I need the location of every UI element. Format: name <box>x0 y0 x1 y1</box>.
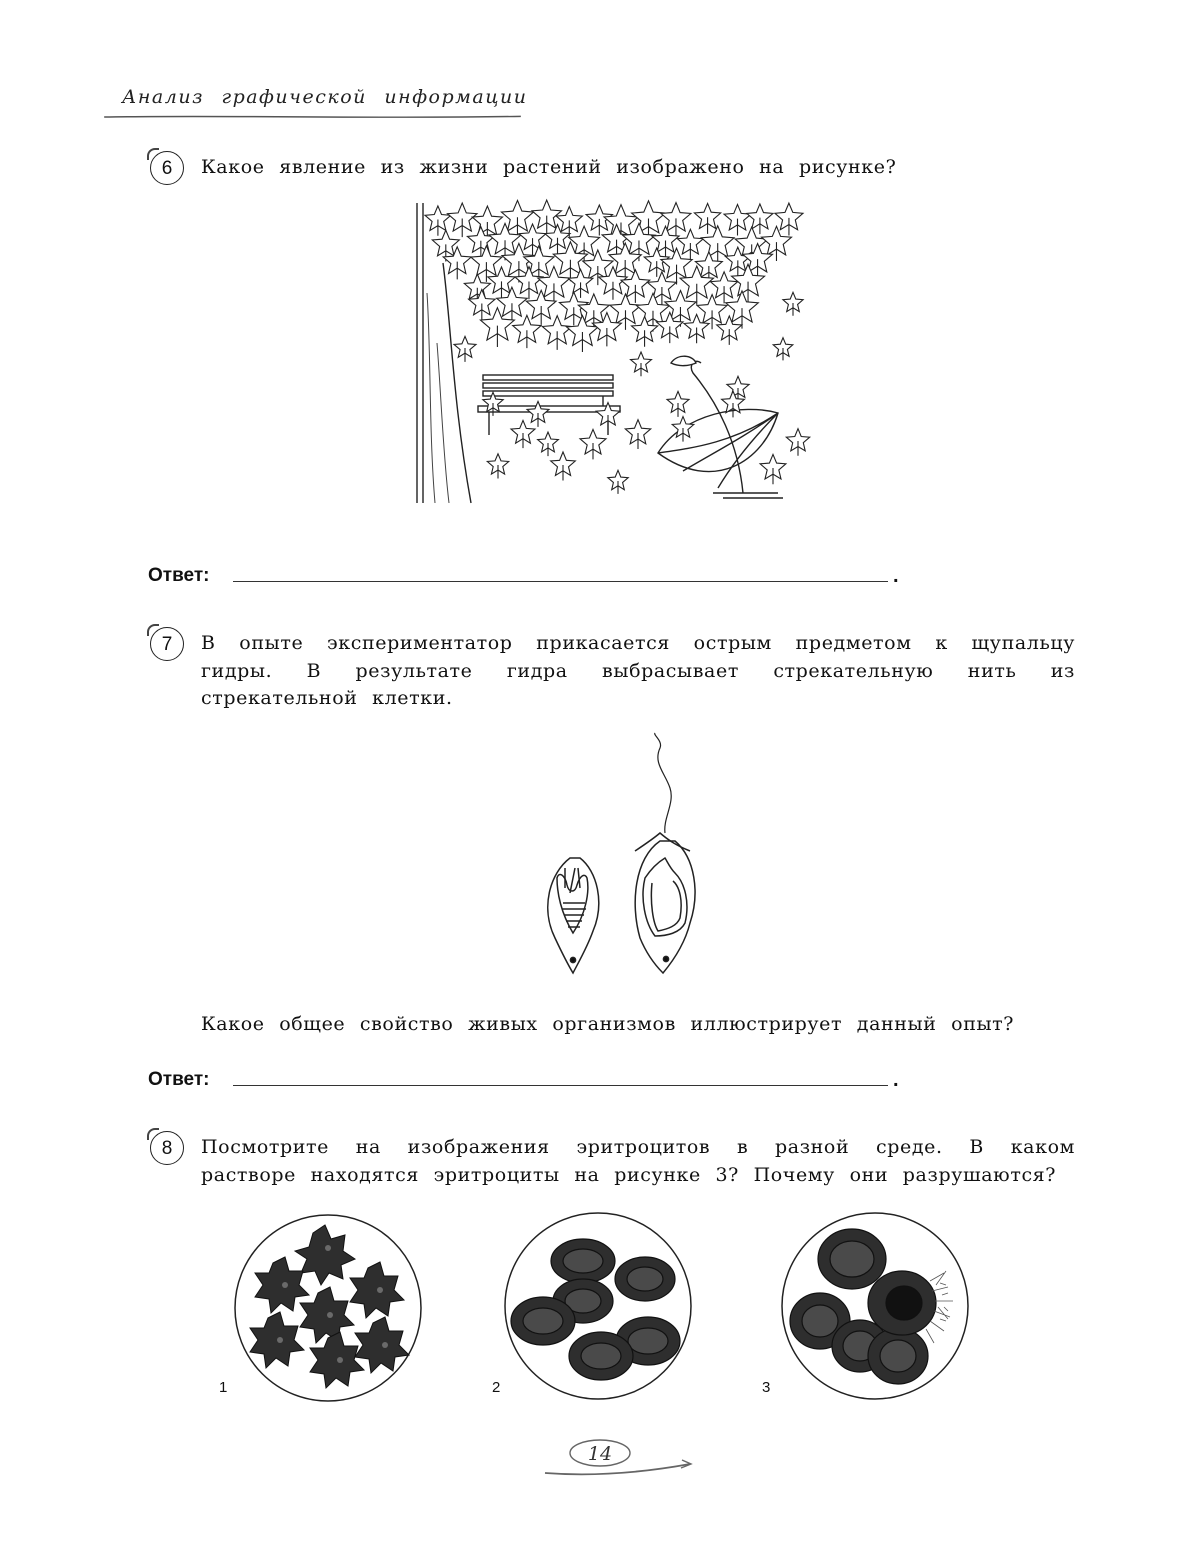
maple-leaf-icon <box>786 429 809 456</box>
maple-leaf-icon <box>448 203 478 237</box>
answer-period: . <box>893 1069 899 1091</box>
autumn-leaf-fall-illustration <box>413 203 811 503</box>
page-number: 14 <box>587 1443 613 1465</box>
maple-leaf-icon <box>773 338 793 361</box>
maple-leaf-icon <box>513 315 541 348</box>
erythrocytes-isotonic-figure <box>503 1211 693 1401</box>
question-number-badge: 6 <box>150 151 184 185</box>
maple-leaf-icon <box>724 204 751 235</box>
figure-label-1: 1 <box>219 1379 228 1396</box>
answer-input-line-7[interactable] <box>233 1085 888 1086</box>
question-number-badge: 7 <box>150 627 184 661</box>
answer-input-line-6[interactable] <box>233 581 888 582</box>
maple-leaf-icon <box>677 229 703 259</box>
maple-leaf-icon <box>487 454 508 479</box>
header-rule <box>0 115 625 119</box>
maple-leaf-icon <box>454 336 476 361</box>
maple-leaf-icon <box>511 420 535 448</box>
answer-period: . <box>893 565 899 587</box>
figure-label-2: 2 <box>492 1379 501 1396</box>
maple-leaf-icon <box>775 203 803 235</box>
erythrocytes-hypotonic-figure <box>780 1211 970 1401</box>
maple-leaf-icon <box>551 452 576 481</box>
maple-leaf-icon <box>538 432 559 456</box>
maple-leaf-icon <box>608 470 628 494</box>
answer-label: Ответ: <box>148 1069 210 1090</box>
maple-leaf-icon <box>425 206 451 236</box>
question-number-badge: 8 <box>150 1131 184 1165</box>
question-7-text: В опыте экспериментатор прикасается острым предметом к щупальцу гидры. В результате гидра выбрасывает стрекательную нить из стрекательной клетки. <box>201 632 1075 709</box>
question-8-text: Посмотрите на изображения эритроцитов в разной среде. В каком растворе находятся эритроциты на рисунке 3? Почему они разрушаются? <box>201 1136 1075 1186</box>
maple-leaf-icon <box>783 292 803 315</box>
running-header-title: Анализ графической информации <box>122 86 528 108</box>
maple-leaf-icon <box>625 420 650 449</box>
question-7-followup: Какое общее свойство живых организмов иллюстрирует данный опыт? <box>201 1013 1015 1035</box>
answer-label: Ответ: <box>148 565 210 586</box>
maple-leaf-icon <box>632 317 658 347</box>
figure-label-3: 3 <box>762 1379 771 1396</box>
maple-leaf-icon <box>667 391 689 417</box>
maple-leaf-icon <box>542 316 572 350</box>
maple-leaf-icon <box>580 429 606 459</box>
maple-leaf-icon <box>760 454 786 484</box>
maple-leaf-icon <box>631 352 652 376</box>
hydra-stinging-cell-illustration <box>535 733 705 983</box>
maple-leaf-icon <box>480 308 514 347</box>
question-6-text: Какое явление из жизни растений изображено на рисунке? <box>201 156 897 178</box>
maple-leaf-icon <box>526 290 556 325</box>
erythrocytes-hypertonic-figure <box>233 1213 423 1403</box>
maple-leaf-icon <box>527 401 549 426</box>
